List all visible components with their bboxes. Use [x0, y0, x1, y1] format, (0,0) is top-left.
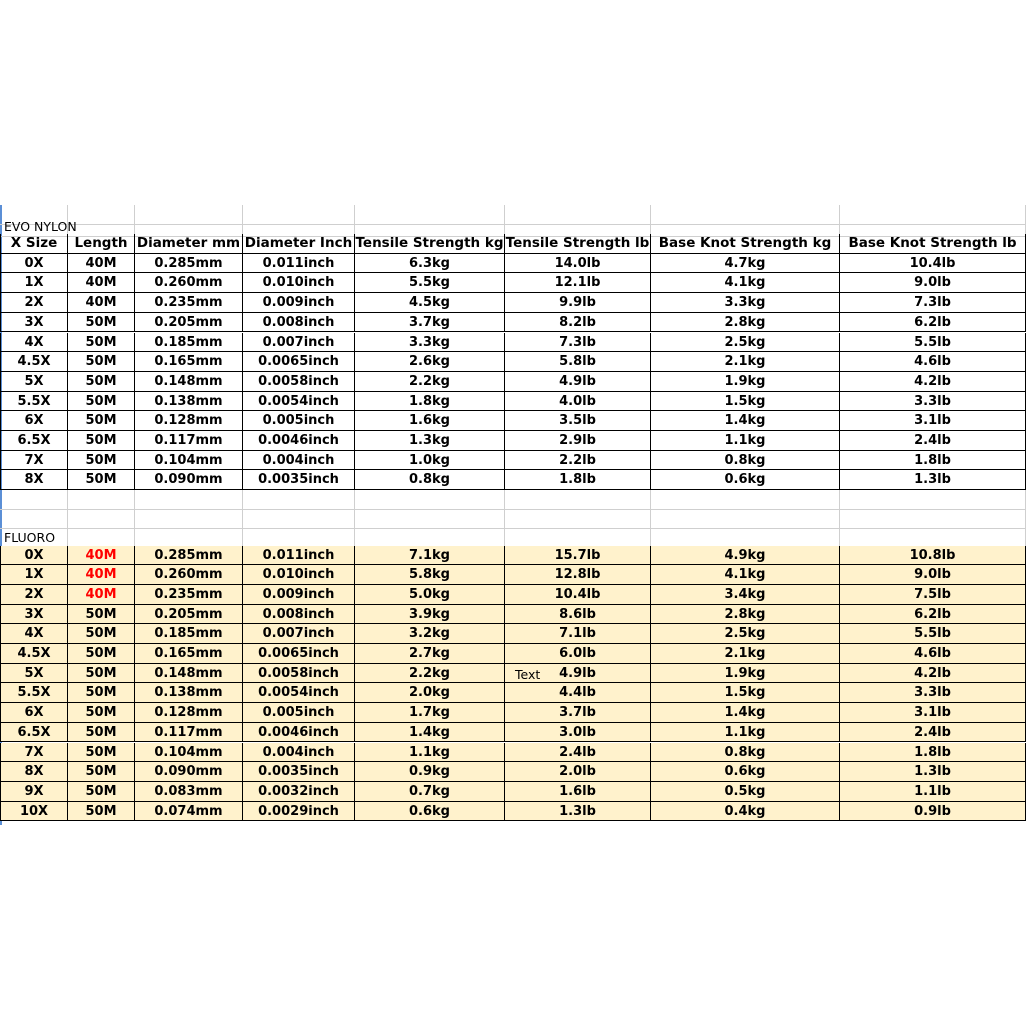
nylon-cell-x-size[interactable]: 5.5X [0, 392, 68, 412]
fluoro-cell-knot-lb[interactable]: 10.8lb [840, 546, 1026, 566]
nylon-cell-tensile-lb[interactable]: 9.9lb [505, 293, 651, 313]
nylon-cell-tensile-kg[interactable]: 2.6kg [355, 352, 505, 372]
fluoro-cell-tensile-lb[interactable]: 4.4lb [505, 683, 651, 703]
nylon-cell-x-size[interactable]: 4X [0, 333, 68, 353]
fluoro-cell-length[interactable]: 50M [68, 605, 135, 625]
nylon-cell-tensile-lb[interactable]: 4.9lb [505, 372, 651, 392]
fluoro-cell-length[interactable]: 50M [68, 624, 135, 644]
fluoro-table-row [0, 683, 1026, 703]
fluoro-cell-length[interactable]: 50M [68, 644, 135, 664]
nylon-cell-tensile-kg[interactable]: 4.5kg [355, 293, 505, 313]
empty-cell[interactable] [651, 490, 840, 510]
fluoro-cell-tensile-kg[interactable]: 3.9kg [355, 605, 505, 625]
column-header-diameter-mm[interactable]: Diameter mm [135, 234, 243, 254]
fluoro-cell-diameter-inch[interactable]: 0.011inch [243, 546, 355, 566]
empty-cell[interactable] [355, 528, 505, 548]
fluoro-cell-tensile-lb[interactable]: 8.6lb [505, 605, 651, 625]
nylon-table-row [0, 333, 1026, 353]
nylon-cell-tensile-lb[interactable]: 2.2lb [505, 451, 651, 471]
nylon-cell-length[interactable]: 50M [68, 470, 135, 490]
fluoro-cell-knot-lb[interactable]: 3.1lb [840, 703, 1026, 723]
nylon-cell-knot-lb[interactable]: 4.6lb [840, 352, 1026, 372]
nylon-cell-length[interactable]: 40M [68, 293, 135, 313]
nylon-cell-tensile-kg[interactable]: 3.7kg [355, 313, 505, 333]
fluoro-cell-knot-kg[interactable]: 0.5kg [651, 782, 840, 802]
fluoro-cell-knot-lb[interactable]: 7.5lb [840, 585, 1026, 605]
fluoro-table-row [0, 782, 1026, 802]
nylon-cell-knot-lb[interactable]: 6.2lb [840, 313, 1026, 333]
nylon-cell-diameter-mm[interactable]: 0.205mm [135, 313, 243, 333]
nylon-cell-tensile-lb[interactable]: 3.5lb [505, 411, 651, 431]
fluoro-cell-length[interactable]: 50M [68, 723, 135, 743]
column-header-knot-lb[interactable]: Base Knot Strength lb [840, 234, 1026, 254]
nylon-cell-diameter-mm[interactable]: 0.128mm [135, 411, 243, 431]
nylon-cell-diameter-inch[interactable]: 0.009inch [243, 293, 355, 313]
fluoro-cell-tensile-kg[interactable]: 7.1kg [355, 546, 505, 566]
nylon-cell-diameter-inch[interactable]: 0.010inch [243, 273, 355, 293]
fluoro-cell-knot-kg[interactable]: 0.4kg [651, 802, 840, 822]
nylon-cell-diameter-inch[interactable]: 0.004inch [243, 451, 355, 471]
fluoro-title-row [0, 528, 1026, 548]
nylon-cell-knot-kg[interactable]: 4.7kg [651, 254, 840, 274]
nylon-cell-knot-kg[interactable]: 1.9kg [651, 372, 840, 392]
fluoro-cell-tensile-lb[interactable]: 1.3lb [505, 802, 651, 822]
fluoro-cell-x-size[interactable]: 10X [0, 802, 68, 822]
fluoro-cell-knot-kg[interactable]: 3.4kg [651, 585, 840, 605]
nylon-cell-knot-kg[interactable]: 2.1kg [651, 352, 840, 372]
fluoro-cell-tensile-lb[interactable]: 2.0lb [505, 762, 651, 782]
fluoro-cell-knot-lb[interactable]: 2.4lb [840, 723, 1026, 743]
nylon-cell-tensile-lb[interactable]: 4.0lb [505, 392, 651, 412]
nylon-cell-diameter-inch[interactable]: 0.0046inch [243, 431, 355, 451]
fluoro-cell-length[interactable]: 40M [68, 585, 135, 605]
nylon-cell-tensile-kg[interactable]: 1.8kg [355, 392, 505, 412]
nylon-cell-diameter-mm[interactable]: 0.165mm [135, 352, 243, 372]
nylon-cell-tensile-kg[interactable]: 1.0kg [355, 451, 505, 471]
nylon-cell-diameter-inch[interactable]: 0.0054inch [243, 392, 355, 412]
nylon-cell-diameter-mm[interactable]: 0.235mm [135, 293, 243, 313]
nylon-cell-tensile-kg[interactable]: 1.3kg [355, 431, 505, 451]
fluoro-cell-tensile-lb[interactable]: 12.8lb [505, 565, 651, 585]
fluoro-cell-diameter-mm[interactable]: 0.083mm [135, 782, 243, 802]
fluoro-cell-length[interactable]: 50M [68, 703, 135, 723]
empty-cell[interactable] [505, 490, 651, 510]
fluoro-cell-knot-kg[interactable]: 4.1kg [651, 565, 840, 585]
fluoro-table-row [0, 762, 1026, 782]
fluoro-cell-diameter-mm[interactable]: 0.235mm [135, 585, 243, 605]
fluoro-table-row [0, 585, 1026, 605]
fluoro-cell-diameter-inch[interactable]: 0.0046inch [243, 723, 355, 743]
fluoro-cell-tensile-lb[interactable]: 2.4lb [505, 743, 651, 763]
cell-note-text: Text [515, 666, 541, 682]
fluoro-cell-tensile-kg[interactable]: 2.7kg [355, 644, 505, 664]
empty-cell[interactable] [840, 528, 1026, 548]
fluoro-cell-tensile-kg[interactable]: 0.9kg [355, 762, 505, 782]
fluoro-table-row [0, 703, 1026, 723]
nylon-cell-knot-lb[interactable]: 3.3lb [840, 392, 1026, 412]
nylon-cell-knot-kg[interactable]: 0.6kg [651, 470, 840, 490]
nylon-cell-x-size[interactable]: 3X [0, 313, 68, 333]
nylon-table-row [0, 254, 1026, 274]
fluoro-cell-diameter-inch[interactable]: 0.009inch [243, 585, 355, 605]
column-header-knot-kg[interactable]: Base Knot Strength kg [651, 234, 840, 254]
nylon-table-row [0, 372, 1026, 392]
fluoro-cell-tensile-kg[interactable]: 5.0kg [355, 585, 505, 605]
fluoro-cell-tensile-lb[interactable]: 1.6lb [505, 782, 651, 802]
nylon-cell-length[interactable]: 50M [68, 372, 135, 392]
fluoro-cell-tensile-kg[interactable]: 0.7kg [355, 782, 505, 802]
nylon-table-row [0, 451, 1026, 471]
empty-cell[interactable] [355, 490, 505, 510]
nylon-cell-diameter-inch[interactable]: 0.008inch [243, 313, 355, 333]
nylon-cell-x-size[interactable]: 6X [0, 411, 68, 431]
nylon-cell-tensile-kg[interactable]: 5.5kg [355, 273, 505, 293]
fluoro-table-row [0, 624, 1026, 644]
fluoro-cell-length[interactable]: 50M [68, 664, 135, 684]
nylon-cell-diameter-inch[interactable]: 0.011inch [243, 254, 355, 274]
fluoro-cell-knot-lb[interactable]: 6.2lb [840, 605, 1026, 625]
fluoro-section-title: FLUORO [4, 529, 56, 545]
nylon-cell-length[interactable]: 50M [68, 411, 135, 431]
fluoro-cell-diameter-inch[interactable]: 0.0065inch [243, 644, 355, 664]
fluoro-cell-knot-kg[interactable]: 0.6kg [651, 762, 840, 782]
fluoro-cell-knot-kg[interactable]: 4.9kg [651, 546, 840, 566]
fluoro-cell-diameter-inch[interactable]: 0.0029inch [243, 802, 355, 822]
fluoro-cell-length[interactable]: 50M [68, 743, 135, 763]
fluoro-cell-tensile-lb[interactable]: 7.1lb [505, 624, 651, 644]
nylon-cell-diameter-mm[interactable]: 0.117mm [135, 431, 243, 451]
fluoro-cell-x-size[interactable]: 9X [0, 782, 68, 802]
fluoro-cell-tensile-lb[interactable]: 3.7lb [505, 703, 651, 723]
fluoro-cell-diameter-mm[interactable]: 0.260mm [135, 565, 243, 585]
nylon-cell-length[interactable]: 50M [68, 392, 135, 412]
fluoro-cell-diameter-mm[interactable]: 0.285mm [135, 546, 243, 566]
nylon-cell-tensile-lb[interactable]: 2.9lb [505, 431, 651, 451]
empty-cell[interactable] [651, 528, 840, 548]
nylon-cell-diameter-mm[interactable]: 0.185mm [135, 333, 243, 353]
nylon-table-row [0, 470, 1026, 490]
nylon-cell-length[interactable]: 40M [68, 273, 135, 293]
empty-cell[interactable] [135, 528, 243, 548]
fluoro-table-row [0, 743, 1026, 763]
fluoro-cell-diameter-mm[interactable]: 0.185mm [135, 624, 243, 644]
nylon-cell-knot-kg[interactable]: 0.8kg [651, 451, 840, 471]
fluoro-cell-knot-kg[interactable]: 2.1kg [651, 644, 840, 664]
fluoro-cell-length[interactable]: 50M [68, 782, 135, 802]
nylon-cell-diameter-mm[interactable]: 0.148mm [135, 372, 243, 392]
nylon-cell-diameter-inch[interactable]: 0.007inch [243, 333, 355, 353]
column-header-x-size[interactable]: X Size [0, 234, 68, 254]
nylon-cell-tensile-lb[interactable]: 5.8lb [505, 352, 651, 372]
fluoro-cell-x-size[interactable]: 3X [0, 605, 68, 625]
fluoro-cell-knot-kg[interactable]: 1.1kg [651, 723, 840, 743]
nylon-cell-length[interactable]: 50M [68, 451, 135, 471]
fluoro-cell-x-size[interactable]: 1X [0, 565, 68, 585]
nylon-cell-knot-lb[interactable]: 7.3lb [840, 293, 1026, 313]
fluoro-cell-diameter-inch[interactable]: 0.008inch [243, 605, 355, 625]
fluoro-cell-x-size[interactable]: 4X [0, 624, 68, 644]
fluoro-cell-length[interactable]: 50M [68, 762, 135, 782]
fluoro-cell-knot-kg[interactable]: 1.5kg [651, 683, 840, 703]
fluoro-cell-tensile-kg[interactable]: 1.7kg [355, 703, 505, 723]
fluoro-cell-diameter-inch[interactable]: 0.0058inch [243, 664, 355, 684]
grid-row [0, 490, 1026, 510]
fluoro-cell-x-size[interactable]: 2X [0, 585, 68, 605]
nylon-table-row [0, 273, 1026, 293]
fluoro-table-row [0, 565, 1026, 585]
fluoro-cell-knot-lb[interactable]: 0.9lb [840, 802, 1026, 822]
nylon-cell-x-size[interactable]: 4.5X [0, 352, 68, 372]
fluoro-cell-diameter-inch[interactable]: 0.0054inch [243, 683, 355, 703]
fluoro-cell-x-size[interactable]: 5X [0, 664, 68, 684]
fluoro-cell-diameter-inch[interactable]: 0.007inch [243, 624, 355, 644]
nylon-cell-knot-lb[interactable]: 5.5lb [840, 333, 1026, 353]
fluoro-cell-x-size[interactable]: 0X [0, 546, 68, 566]
fluoro-cell-diameter-inch[interactable]: 0.005inch [243, 703, 355, 723]
nylon-cell-length[interactable]: 50M [68, 352, 135, 372]
nylon-cell-knot-kg[interactable]: 1.5kg [651, 392, 840, 412]
fluoro-cell-diameter-inch[interactable]: 0.0035inch [243, 762, 355, 782]
fluoro-cell-x-size[interactable]: 8X [0, 762, 68, 782]
nylon-cell-x-size[interactable]: 5X [0, 372, 68, 392]
nylon-cell-knot-kg[interactable]: 3.3kg [651, 293, 840, 313]
nylon-table-row [0, 293, 1026, 313]
fluoro-cell-knot-kg[interactable]: 2.8kg [651, 605, 840, 625]
fluoro-cell-tensile-kg[interactable]: 2.2kg [355, 664, 505, 684]
nylon-cell-tensile-lb[interactable]: 7.3lb [505, 333, 651, 353]
fluoro-cell-tensile-lb[interactable]: 4.9lb [505, 664, 651, 684]
fluoro-cell-length[interactable]: 50M [68, 683, 135, 703]
fluoro-cell-knot-lb[interactable]: 1.1lb [840, 782, 1026, 802]
nylon-cell-knot-lb[interactable]: 2.4lb [840, 431, 1026, 451]
nylon-cell-x-size[interactable]: 7X [0, 451, 68, 471]
fluoro-cell-diameter-inch[interactable]: 0.004inch [243, 743, 355, 763]
nylon-section-title: EVO NYLON [4, 219, 77, 234]
nylon-cell-diameter-inch[interactable]: 0.005inch [243, 411, 355, 431]
fluoro-cell-diameter-mm[interactable]: 0.104mm [135, 743, 243, 763]
fluoro-cell-tensile-kg[interactable]: 0.6kg [355, 802, 505, 822]
nylon-cell-length[interactable]: 50M [68, 333, 135, 353]
table-header-row [0, 234, 1026, 254]
empty-cell[interactable] [505, 528, 651, 548]
nylon-cell-tensile-lb[interactable]: 12.1lb [505, 273, 651, 293]
nylon-cell-tensile-kg[interactable]: 1.6kg [355, 411, 505, 431]
nylon-cell-knot-kg[interactable]: 1.1kg [651, 431, 840, 451]
nylon-table-row [0, 313, 1026, 333]
column-header-diameter-inch[interactable]: Diameter Inch [243, 234, 355, 254]
fluoro-cell-diameter-mm[interactable]: 0.148mm [135, 664, 243, 684]
fluoro-cell-x-size[interactable]: 6.5X [0, 723, 68, 743]
empty-cell[interactable] [68, 528, 135, 548]
fluoro-cell-x-size[interactable]: 4.5X [0, 644, 68, 664]
fluoro-cell-diameter-inch[interactable]: 0.010inch [243, 565, 355, 585]
fluoro-cell-x-size[interactable]: 5.5X [0, 683, 68, 703]
fluoro-cell-diameter-mm[interactable]: 0.090mm [135, 762, 243, 782]
nylon-cell-tensile-lb[interactable]: 14.0lb [505, 254, 651, 274]
fluoro-cell-knot-lb[interactable]: 4.6lb [840, 644, 1026, 664]
fluoro-cell-knot-lb[interactable]: 4.2lb [840, 664, 1026, 684]
nylon-cell-knot-kg[interactable]: 1.4kg [651, 411, 840, 431]
nylon-cell-diameter-mm[interactable]: 0.104mm [135, 451, 243, 471]
fluoro-cell-knot-lb[interactable]: 9.0lb [840, 565, 1026, 585]
nylon-cell-tensile-kg[interactable]: 6.3kg [355, 254, 505, 274]
fluoro-table-row [0, 723, 1026, 743]
fluoro-table-row [0, 546, 1026, 566]
nylon-cell-knot-lb[interactable]: 10.4lb [840, 254, 1026, 274]
nylon-cell-length[interactable]: 50M [68, 431, 135, 451]
nylon-cell-tensile-kg[interactable]: 0.8kg [355, 470, 505, 490]
nylon-cell-tensile-kg[interactable]: 3.3kg [355, 333, 505, 353]
fluoro-table-row [0, 644, 1026, 664]
fluoro-cell-tensile-kg[interactable]: 3.2kg [355, 624, 505, 644]
fluoro-cell-knot-kg[interactable]: 1.9kg [651, 664, 840, 684]
empty-cell[interactable] [243, 490, 355, 510]
fluoro-cell-x-size[interactable]: 7X [0, 743, 68, 763]
fluoro-cell-knot-kg[interactable]: 2.5kg [651, 624, 840, 644]
fluoro-cell-knot-kg[interactable]: 0.8kg [651, 743, 840, 763]
nylon-cell-x-size[interactable]: 8X [0, 470, 68, 490]
fluoro-cell-diameter-mm[interactable]: 0.165mm [135, 644, 243, 664]
fluoro-table-row [0, 605, 1026, 625]
fluoro-cell-tensile-kg[interactable]: 1.4kg [355, 723, 505, 743]
fluoro-cell-knot-kg[interactable]: 1.4kg [651, 703, 840, 723]
nylon-cell-diameter-mm[interactable]: 0.138mm [135, 392, 243, 412]
nylon-cell-length[interactable]: 50M [68, 313, 135, 333]
column-header-length[interactable]: Length [68, 234, 135, 254]
fluoro-cell-length[interactable]: 40M [68, 546, 135, 566]
nylon-cell-knot-kg[interactable]: 2.5kg [651, 333, 840, 353]
fluoro-cell-diameter-inch[interactable]: 0.0032inch [243, 782, 355, 802]
empty-cell[interactable] [68, 490, 135, 510]
nylon-cell-knot-lb[interactable]: 9.0lb [840, 273, 1026, 293]
nylon-cell-knot-kg[interactable]: 2.8kg [651, 313, 840, 333]
fluoro-cell-x-size[interactable]: 6X [0, 703, 68, 723]
nylon-table-row [0, 352, 1026, 372]
fluoro-cell-diameter-mm[interactable]: 0.117mm [135, 723, 243, 743]
fluoro-cell-tensile-kg[interactable]: 2.0kg [355, 683, 505, 703]
nylon-table-row [0, 431, 1026, 451]
nylon-cell-diameter-inch[interactable]: 0.0035inch [243, 470, 355, 490]
nylon-cell-knot-lb[interactable]: 3.1lb [840, 411, 1026, 431]
nylon-cell-x-size[interactable]: 2X [0, 293, 68, 313]
nylon-cell-diameter-mm[interactable]: 0.090mm [135, 470, 243, 490]
nylon-cell-knot-lb[interactable]: 1.8lb [840, 451, 1026, 471]
nylon-table-row [0, 392, 1026, 412]
fluoro-table-row [0, 802, 1026, 822]
fluoro-cell-length[interactable]: 50M [68, 802, 135, 822]
empty-cell[interactable] [840, 490, 1026, 510]
nylon-table-row [0, 411, 1026, 431]
nylon-cell-diameter-mm[interactable]: 0.260mm [135, 273, 243, 293]
nylon-cell-diameter-mm[interactable]: 0.285mm [135, 254, 243, 274]
fluoro-table-row [0, 664, 1026, 684]
fluoro-cell-knot-lb[interactable]: 3.3lb [840, 683, 1026, 703]
fluoro-cell-diameter-mm[interactable]: 0.128mm [135, 703, 243, 723]
fluoro-cell-diameter-mm[interactable]: 0.205mm [135, 605, 243, 625]
column-header-tensile-kg[interactable]: Tensile Strength kg [355, 234, 505, 254]
fluoro-cell-tensile-kg[interactable]: 1.1kg [355, 743, 505, 763]
fluoro-cell-diameter-mm[interactable]: 0.074mm [135, 802, 243, 822]
empty-cell[interactable] [243, 528, 355, 548]
nylon-cell-x-size[interactable]: 6.5X [0, 431, 68, 451]
column-header-tensile-lb[interactable]: Tensile Strength lb [505, 234, 651, 254]
nylon-cell-knot-lb[interactable]: 1.3lb [840, 470, 1026, 490]
fluoro-cell-knot-lb[interactable]: 1.8lb [840, 743, 1026, 763]
fluoro-cell-knot-lb[interactable]: 1.3lb [840, 762, 1026, 782]
fluoro-cell-tensile-lb[interactable]: 6.0lb [505, 644, 651, 664]
nylon-cell-tensile-kg[interactable]: 2.2kg [355, 372, 505, 392]
fluoro-cell-diameter-mm[interactable]: 0.138mm [135, 683, 243, 703]
nylon-cell-x-size[interactable]: 0X [0, 254, 68, 274]
fluoro-cell-tensile-kg[interactable]: 5.8kg [355, 565, 505, 585]
nylon-cell-diameter-inch[interactable]: 0.0065inch [243, 352, 355, 372]
nylon-cell-diameter-inch[interactable]: 0.0058inch [243, 372, 355, 392]
nylon-cell-tensile-lb[interactable]: 1.8lb [505, 470, 651, 490]
fluoro-cell-knot-lb[interactable]: 5.5lb [840, 624, 1026, 644]
nylon-cell-knot-kg[interactable]: 4.1kg [651, 273, 840, 293]
nylon-cell-knot-lb[interactable]: 4.2lb [840, 372, 1026, 392]
nylon-cell-x-size[interactable]: 1X [0, 273, 68, 293]
nylon-cell-length[interactable]: 40M [68, 254, 135, 274]
empty-cell[interactable] [0, 490, 68, 510]
fluoro-cell-tensile-lb[interactable]: 3.0lb [505, 723, 651, 743]
fluoro-cell-tensile-lb[interactable]: 10.4lb [505, 585, 651, 605]
fluoro-cell-length[interactable]: 40M [68, 565, 135, 585]
empty-cell[interactable] [135, 490, 243, 510]
fluoro-cell-tensile-lb[interactable]: 15.7lb [505, 546, 651, 566]
nylon-cell-tensile-lb[interactable]: 8.2lb [505, 313, 651, 333]
